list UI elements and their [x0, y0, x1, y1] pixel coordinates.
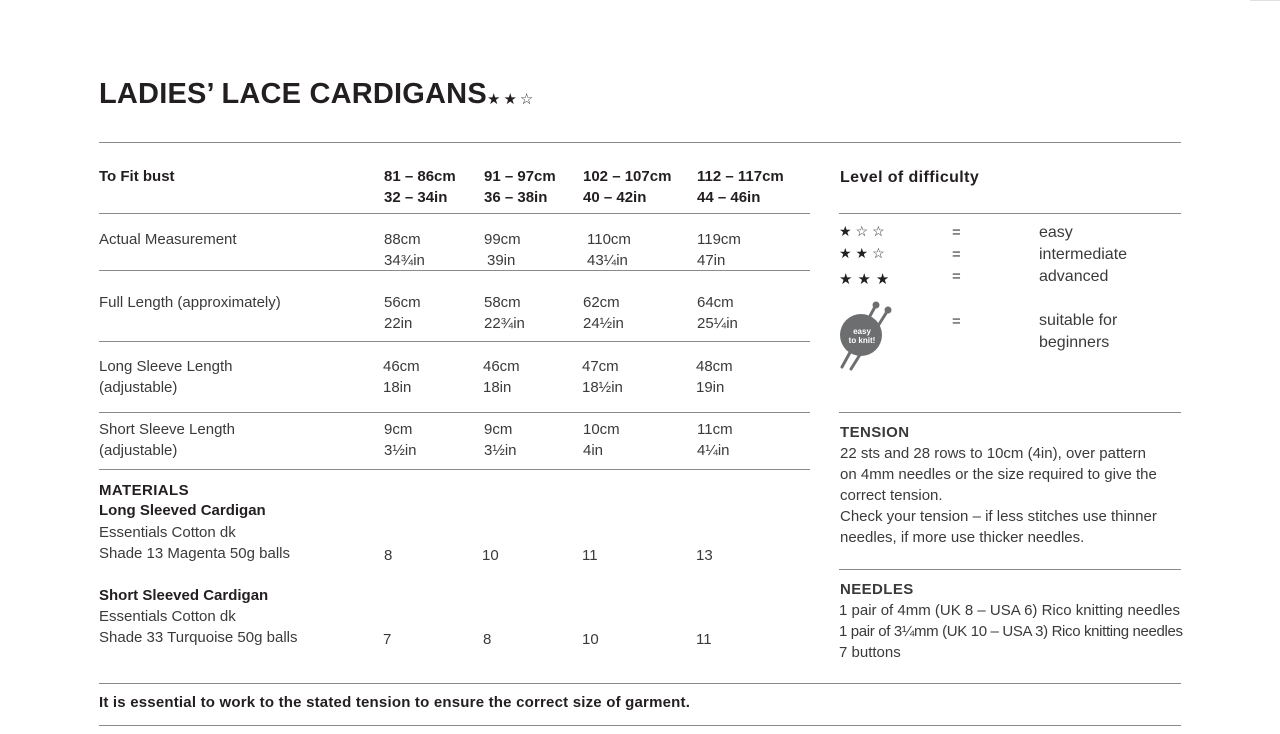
top-edge-line	[1250, 0, 1280, 1]
footer-note: It is essential to work to the stated tension to ensure the correct size of garment.	[99, 694, 691, 711]
level-label-intermediate: intermediate	[1039, 246, 1128, 263]
table-cell: 56cm	[384, 294, 421, 311]
table-cell: 39in	[487, 252, 516, 269]
size-2-in: 36 – 38in	[484, 189, 548, 206]
badge-text-easy: easy	[853, 327, 871, 336]
table-divider	[99, 341, 810, 342]
ball-count: 10	[582, 631, 599, 648]
tension-divider	[839, 412, 1181, 413]
table-cell: 11cm	[697, 421, 733, 438]
table-divider	[99, 213, 810, 214]
table-cell: 34¾in	[384, 252, 425, 269]
table-cell: 48cm	[696, 358, 733, 375]
table-cell: 99cm	[484, 231, 521, 248]
difficulty-divider	[839, 213, 1181, 214]
difficulty-heading: Level of difficulty	[840, 169, 980, 186]
needles-heading: NEEDLES	[840, 581, 914, 598]
material-yarn: Essentials Cotton dk	[99, 524, 236, 541]
ball-count: 13	[696, 547, 713, 564]
size-3-cm: 102 – 107cm	[583, 168, 672, 185]
page-title: LADIES’ LACE CARDIGANS	[99, 78, 487, 110]
ball-count: 8	[384, 547, 393, 564]
row-label-full-length: Full Length (approximately)	[99, 294, 281, 311]
ball-count: 11	[582, 547, 598, 564]
materials-heading: MATERIALS	[99, 482, 189, 499]
ball-count: 7	[383, 631, 392, 648]
tension-line: on 4mm needles or the size required to give the	[840, 466, 1157, 483]
table-cell: 9cm	[484, 421, 513, 438]
title-divider	[99, 142, 1181, 143]
table-cell: 4¼in	[697, 442, 730, 459]
three-star-icon: ★★★	[839, 271, 895, 288]
size-4-in: 44 – 46in	[697, 189, 761, 206]
tension-heading: TENSION	[840, 424, 910, 441]
equals-sign: =	[952, 224, 961, 241]
one-star-icon: ★☆☆	[839, 223, 889, 239]
table-divider	[99, 270, 810, 271]
row-sublabel-adjustable: (adjustable)	[99, 442, 178, 459]
table-cell: 24½in	[583, 315, 624, 332]
table-divider	[99, 469, 810, 470]
row-label-short-sleeve: Short Sleeve Length	[99, 421, 235, 438]
table-cell: 3½in	[384, 442, 417, 459]
table-cell: 10cm	[583, 421, 620, 438]
size-1-cm: 81 – 86cm	[384, 168, 456, 185]
table-cell: 4in	[583, 442, 604, 459]
needles-line: 1 pair of 4mm (UK 8 – USA 6) Rico knitting needles	[839, 602, 1180, 619]
material-shade: Shade 13 Magenta 50g balls	[99, 545, 290, 562]
table-cell: 47cm	[582, 358, 619, 375]
size-4-cm: 112 – 117cm	[697, 168, 784, 185]
level-label-advanced: advanced	[1039, 268, 1109, 285]
table-cell: 46cm	[483, 358, 520, 375]
size-2-cm: 91 – 97cm	[484, 168, 556, 185]
table-cell: 62cm	[583, 294, 620, 311]
table-cell: 18in	[383, 379, 412, 396]
easy-to-knit-badge-icon	[836, 299, 896, 371]
title-rating-stars-icon: ★★☆	[487, 91, 537, 108]
material-shade: Shade 33 Turquoise 50g balls	[99, 629, 298, 646]
two-star-icon: ★★☆	[839, 245, 889, 261]
tension-line: Check your tension – if less stitches use thinner	[840, 508, 1157, 525]
size-3-in: 40 – 42in	[583, 189, 647, 206]
needles-line: 7 buttons	[839, 644, 901, 661]
footer-divider-bottom	[99, 725, 1181, 726]
level-label-easy: easy	[1039, 224, 1073, 241]
tension-line: correct tension.	[840, 487, 943, 504]
row-label-long-sleeve: Long Sleeve Length	[99, 358, 233, 375]
footer-divider-top	[99, 683, 1181, 684]
table-cell: 9cm	[384, 421, 413, 438]
table-cell: 18½in	[582, 379, 623, 396]
table-cell: 3½in	[484, 442, 517, 459]
table-cell: 43¼in	[587, 252, 628, 269]
badge-label-line2: beginners	[1039, 334, 1110, 351]
equals-sign: =	[952, 268, 961, 285]
equals-sign: =	[952, 246, 961, 263]
needles-divider	[839, 569, 1181, 570]
ball-count: 10	[482, 547, 499, 564]
material-yarn: Essentials Cotton dk	[99, 608, 236, 625]
table-cell: 19in	[696, 379, 725, 396]
table-cell: 64cm	[697, 294, 734, 311]
tension-line: 22 sts and 28 rows to 10cm (4in), over pattern	[840, 445, 1146, 462]
table-cell: 18in	[483, 379, 512, 396]
table-cell: 88cm	[384, 231, 421, 248]
ball-count: 8	[483, 631, 492, 648]
badge-label-line1: suitable for	[1039, 312, 1118, 329]
material-name: Long Sleeved Cardigan	[99, 502, 266, 519]
table-cell: 58cm	[484, 294, 521, 311]
row-label-actual-measurement: Actual Measurement	[99, 231, 237, 248]
ball-count: 11	[696, 631, 712, 648]
table-divider	[99, 412, 810, 413]
tension-line: needles, if more use thicker needles.	[840, 529, 1085, 546]
material-name: Short Sleeved Cardigan	[99, 587, 269, 604]
equals-sign: =	[952, 313, 961, 330]
badge-text-to-knit: to knit!	[848, 336, 876, 345]
to-fit-bust-label: To Fit bust	[99, 168, 175, 185]
table-cell: 110cm	[587, 231, 631, 248]
needles-line: 1 pair of 3¼mm (UK 10 – USA 3) Rico knitting needles	[839, 623, 1183, 640]
table-cell: 25¼in	[697, 315, 738, 332]
table-cell: 22¾in	[484, 315, 525, 332]
table-cell: 47in	[697, 252, 726, 269]
table-cell: 22in	[384, 315, 413, 332]
row-sublabel-adjustable: (adjustable)	[99, 379, 178, 396]
size-1-in: 32 – 34in	[384, 189, 448, 206]
table-cell: 119cm	[697, 231, 741, 248]
table-cell: 46cm	[383, 358, 420, 375]
